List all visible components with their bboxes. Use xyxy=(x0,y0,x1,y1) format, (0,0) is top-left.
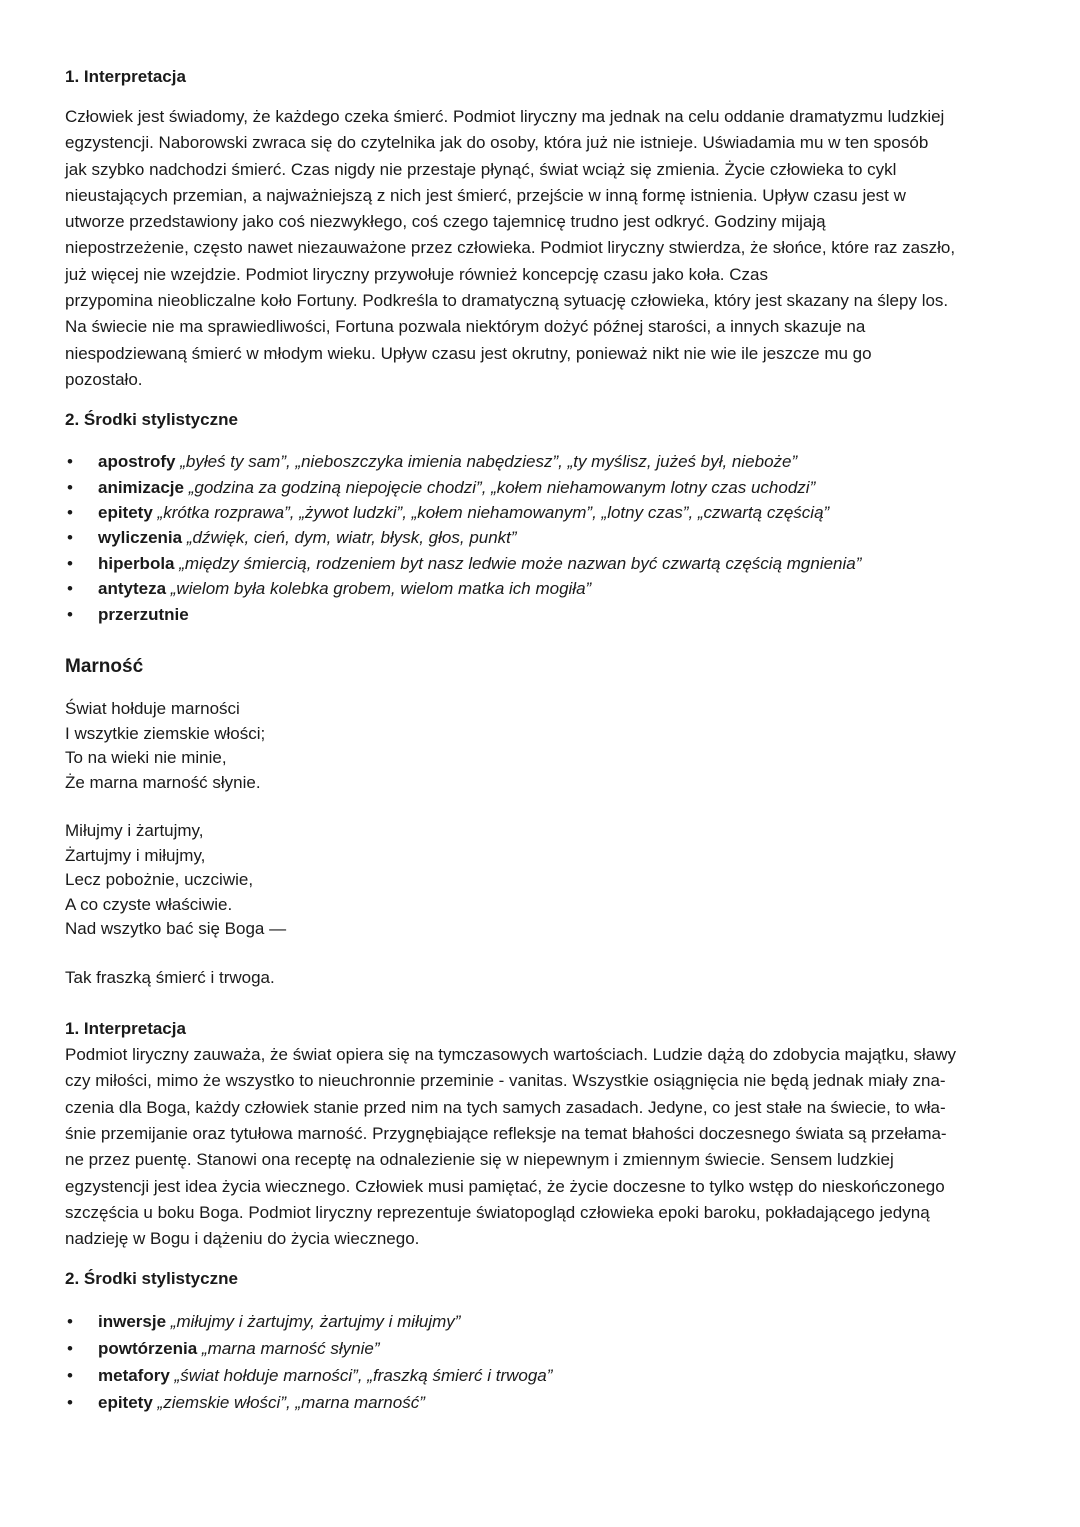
poem-line: Świat hołduje marności xyxy=(65,699,240,719)
paragraph-line: Na świecie nie ma sprawiedliwości, Fortuna pozwala niektórym dożyć późnej starości, a innych skazuje na xyxy=(65,317,866,337)
list-item: • antyteza „wielom była kolebka grobem, wielom matka ich mogiła” xyxy=(65,576,1020,601)
bullet-icon: • xyxy=(67,1312,73,1332)
section-heading-interpretation-2: 1. Interpretacja xyxy=(65,1019,186,1039)
poem-line: Żartujmy i miłujmy, xyxy=(65,845,206,865)
poem-line: Lecz pobożnie, uczciwie, xyxy=(65,870,254,890)
paragraph-line: nadzieję w Bogu i dążeniu do życia wiecznego. xyxy=(65,1229,420,1249)
list-item: • metafory „świat hołduje marności”, „fraszką śmierć i trwoga” xyxy=(65,1362,1020,1389)
paragraph-line: egzystencji jest idea życia wiecznego. Człowiek musi pamiętać, że życie doczesne to tylko wstęp do nieskończonego xyxy=(65,1176,945,1196)
paragraph-line: szczęścia u boku Boga. Podmiot liryczny reprezentuje światopogląd człowieka epoki baroku, pokładającego jedyną xyxy=(65,1202,930,1222)
poem-stanza-2 xyxy=(65,819,1020,942)
paragraph-line: przypomina nieobliczalne koło Fortuny. Podkreśla to dramatyczną sytuację człowieka, który jest skazany na ślepy los. xyxy=(65,291,949,311)
poem-title: Marność xyxy=(65,656,144,678)
paragraph-line: Podmiot liryczny zauważa, że świat opiera się na tymczasowych wartościach. Ludzie dążą do zdobycia majątku, sławy xyxy=(65,1045,957,1065)
list-item: • epitety „krótka rozprawa”, „żywot ludzki”, „kołem niehamowanym”, „lotny czas”, „czwartą częścią” xyxy=(65,500,1020,525)
paragraph-line: czy miłości, mimo że wszystko to nieuchronnie przeminie - vanitas. Wszystkie osiągnięcia nie będą jednak miały zna- xyxy=(65,1071,946,1091)
paragraph-line: niepostrzeżenie, często nawet niezauważone przez człowieka. Podmiot liryczny stwierdza, że słońce, które raz zaszło, xyxy=(65,238,956,258)
poem-line: Nad wszytko bać się Boga — xyxy=(65,919,287,939)
paragraph-line: czenia dla Boga, każdy człowiek stanie przed nim na tych samych zasadach. Jedyne, co jest stałe na świecie, to wła- xyxy=(65,1097,946,1117)
list-item: • wyliczenia „dźwięk, cień, dym, wiatr, błysk, głos, punkt” xyxy=(65,525,1020,550)
bullet-icon: • xyxy=(67,452,73,472)
bullet-icon: • xyxy=(67,528,73,548)
stylistic-devices-list-1 xyxy=(65,449,1020,627)
paragraph-line: ne przez puentę. Stanowi ona receptę na odnalezienie się w niepewnym i zmiennym świecie. Sensem ludzkiej xyxy=(65,1150,894,1170)
bullet-icon: • xyxy=(67,579,73,599)
section-heading-stylistic-devices-2: 2. Środki stylistyczne xyxy=(65,1269,238,1289)
list-item: • epitety „ziemskie włości”, „marna marność” xyxy=(65,1389,1020,1416)
list-item: • inwersje „miłujmy i żartujmy, żartujmy i miłujmy” xyxy=(65,1308,1020,1335)
bullet-icon: • xyxy=(67,604,73,624)
list-item: • apostrofy „byłeś ty sam”, „nieboszczyka imienia nabędziesz”, „ty myślisz, jużeś był, nieboże” xyxy=(65,449,1020,474)
section-heading-stylistic-devices-1: 2. Środki stylistyczne xyxy=(65,410,238,430)
paragraph-line: już więcej nie wzejdzie. Podmiot liryczny przywołuje również koncepcję czasu jako koła. Czas xyxy=(65,264,768,284)
bullet-icon: • xyxy=(67,553,73,573)
list-item: • animizacje „godzina za godziną niepojęcie chodzi”, „kołem niehamowanym lotny czas uchodzi” xyxy=(65,475,1020,500)
paragraph-line: utworze przedstawiony jako coś niezwykłego, coś czego tajemnicę trudno jest odkryć. Godziny mijają xyxy=(65,212,826,232)
poem-line: To na wieki nie minie, xyxy=(65,748,227,768)
paragraph-line: pozostało. xyxy=(65,369,143,389)
stylistic-devices-list-2 xyxy=(65,1308,1020,1416)
poem-line: Tak fraszką śmierć i trwoga. xyxy=(65,967,275,987)
section-heading-interpretation-1: 1. Interpretacja xyxy=(65,67,186,86)
poem-stanza-3 xyxy=(65,966,1020,991)
paragraph-line: niespodziewaną śmierć w młodym wieku. Upływ czasu jest okrutny, ponieważ nikt nie wie ile jeszcze mu go xyxy=(65,343,872,363)
bullet-icon: • xyxy=(67,503,73,523)
paragraph-line: Człowiek jest świadomy, że każdego czeka śmierć. Podmiot liryczny ma jednak na celu oddanie dramatyzmu ludzkiej xyxy=(65,107,945,126)
bullet-icon: • xyxy=(67,1339,73,1359)
poem-line: I wszytkie ziemskie włości; xyxy=(65,723,266,743)
list-item: • hiperbola „między śmiercią, rodzeniem byt nasz ledwie może nazwan być czwartą częścią mgnienia” xyxy=(65,551,1020,576)
paragraph-line: śnie przemijanie oraz tytułowa marność. Przygnębiające refleksje na temat błahości doczesnego świata są przełama- xyxy=(65,1124,947,1143)
poem-line: Że marna marność słynie. xyxy=(65,772,261,792)
interpretation-paragraph-1 xyxy=(65,104,1020,393)
bullet-icon: • xyxy=(67,477,73,497)
bullet-icon: • xyxy=(67,1366,73,1386)
paragraph-line: jak szybko nadchodzi śmierć. Czas nigdy nie przestaje płynąć, świat wciąż się zmienia. Życie człowieka to cykl xyxy=(65,159,897,179)
paragraph-line: egzystencji. Naborowski zwraca się do czytelnika jak do osoby, która już nie istnieje. Uświadamia mu w ten sposób xyxy=(65,133,929,153)
bullet-icon: • xyxy=(67,1393,73,1413)
poem-line: Miłujmy i żartujmy, xyxy=(65,821,204,841)
poem-stanza-1 xyxy=(65,697,1020,795)
list-item: • powtórzenia „marna marność słynie” xyxy=(65,1335,1020,1362)
poem-line: A co czyste właściwie. xyxy=(65,894,233,914)
paragraph-line: nieustających przemian, a najważniejszą z nich jest śmierć, przejście w inną formę istnienia. Upływ czasu jest w xyxy=(65,185,906,205)
document-page xyxy=(65,64,1020,1416)
list-item: • przerzutnie xyxy=(65,602,1020,627)
interpretation-paragraph-2 xyxy=(65,1042,1020,1252)
